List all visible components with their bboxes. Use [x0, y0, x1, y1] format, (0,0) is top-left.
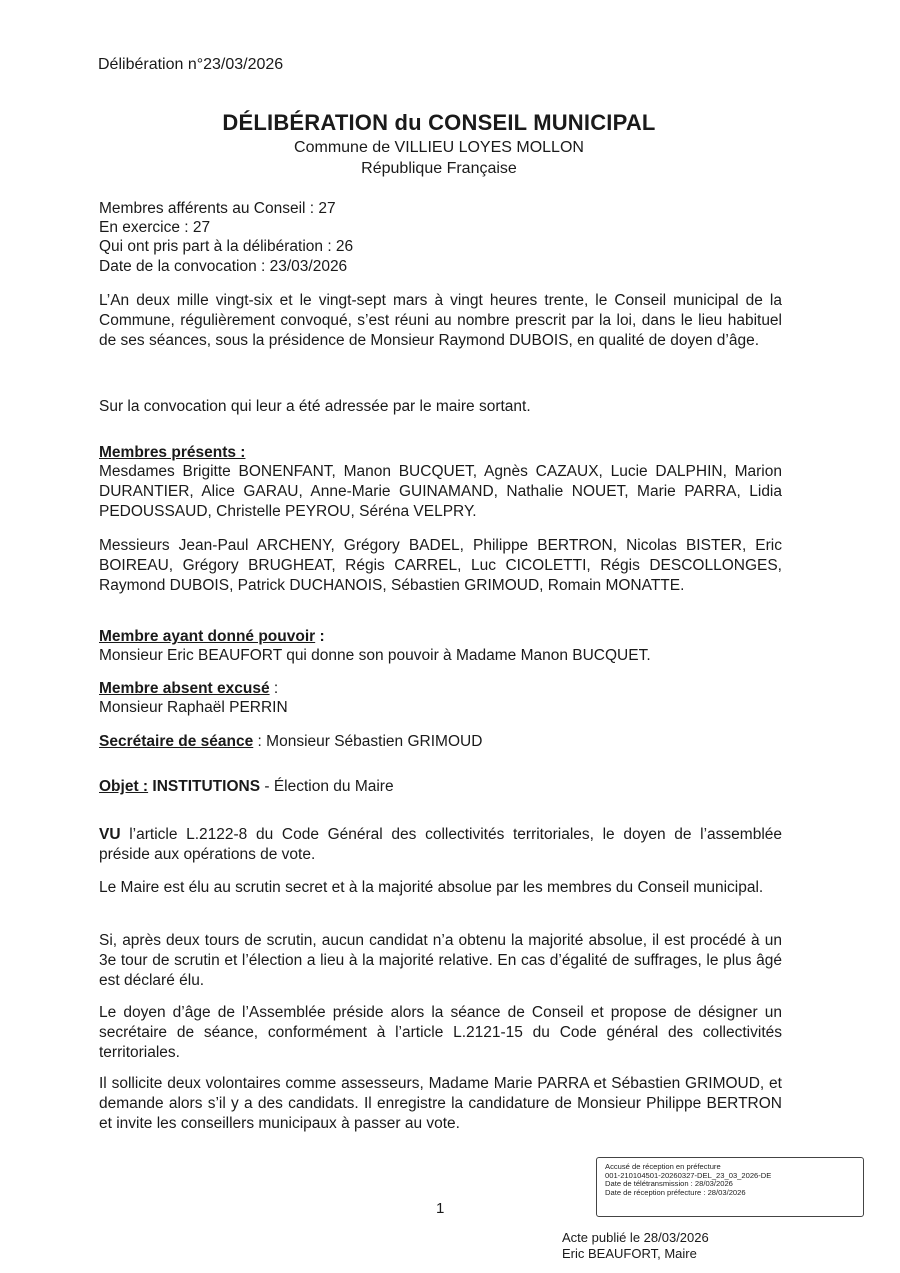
proxy-heading-label: Membre ayant donné pouvoir	[99, 628, 316, 645]
object-line: Objet : INSTITUTIONS - Élection du Maire	[99, 778, 394, 795]
count-in-office: En exercice : 27	[99, 219, 211, 236]
present-members-heading: Membres présents :	[99, 444, 246, 461]
assessors-paragraph: Il sollicite deux volontaires comme assesseurs, Madame Marie PARRA et Sébastien GRIMOUD, et demande alors s’il y a des candidats. Il enregistre la candidature de Monsieur Philippe BERTRON et invite les conseillers municipaux à passer au vote.	[99, 1075, 782, 1132]
third-round-paragraph: Si, après deux tours de scrutin, aucun candidat n’a obtenu la majorité absolue, il est procédé à un 3e tour de scrutin et l’élection a lieu à la majorité relative. En cas d’égalité de suffrages, le plus âgé est déclaré élu.	[99, 932, 782, 989]
absent-text: Monsieur Raphaël PERRIN	[99, 699, 288, 716]
dean-paragraph: Le doyen d’âge de l’Assemblée préside alors la séance de Conseil et propose de désigner un secrétaire de séance, conformément à l’article L.2121-15 du Code général des collectivités territoriales.	[99, 1004, 782, 1061]
absent-heading-label: Membre absent excusé	[99, 680, 270, 697]
object-heading: Objet :	[99, 778, 149, 795]
election-rule-paragraph: Le Maire est élu au scrutin secret et à la majorité absolue par les membres du Conseil municipal.	[99, 879, 764, 896]
stamp-line: Date de réception préfecture : 28/03/2026	[605, 1187, 746, 1197]
convocation-paragraph: Sur la convocation qui leur a été adressée par le maire sortant.	[99, 398, 531, 415]
vu-paragraph: VU l’article L.2122-8 du Code Général des collectivités territoriales, le doyen de l’assemblée préside aux opérations de vote.	[99, 826, 782, 863]
count-members: Membres afférents au Conseil : 27	[99, 200, 336, 217]
publication-note: Acte publié le 28/03/2026	[562, 1230, 709, 1245]
deliberation-reference: Délibération n°23/03/2026	[98, 56, 284, 73]
prefecture-receipt-stamp	[596, 1157, 864, 1217]
page-title: DÉLIBÉRATION du CONSEIL MUNICIPAL	[222, 110, 656, 135]
stamp-line: Date de télétransmission : 28/03/2026	[605, 1179, 733, 1189]
absent-heading: Membre absent excusé :	[99, 680, 279, 697]
present-women: Mesdames Brigitte BONENFANT, Manon BUCQUET, Agnès CAZAUX, Lucie DALPHIN, Marion DURANTIER, Alice GARAU, Anne-Marie GUINAMAND, Nathalie NOUET, Marie PARRA, Lidia PEDOUSSAUD, Christelle PEYROU, Séréna VELPRY.	[99, 463, 782, 520]
stamp-line: Accusé de réception en préfecture	[605, 1162, 721, 1171]
secretary-heading: Secrétaire de séance	[99, 733, 254, 750]
page-number: 1	[436, 1200, 445, 1217]
present-men: Messieurs Jean-Paul ARCHENY, Grégory BADEL, Philippe BERTRON, Nicolas BISTER, Eric BOIREAU, Grégory BRUGHEAT, Régis CARREL, Luc CICOLETTI, Régis DESCOLLONGES, Raymond DUBOIS, Patrick DUCHANOIS, Sébastien GRIMOUD, Romain MONATTE.	[99, 537, 782, 594]
signer-name: Eric BEAUFORT, Maire	[562, 1246, 697, 1261]
convocation-date: Date de la convocation : 23/03/2026	[99, 258, 348, 275]
secretary-line: Secrétaire de séance : Monsieur Sébastien GRIMOUD	[99, 733, 483, 750]
commune-name: Commune de VILLIEU LOYES MOLLON	[294, 139, 584, 156]
stamp-line: 001-210104501-20260327-DEL_23_03_2026-DE	[605, 1170, 772, 1180]
count-participants: Qui ont pris part à la délibération : 26	[99, 238, 354, 255]
proxy-heading: Membre ayant donné pouvoir :	[99, 628, 325, 645]
intro-paragraph: L’An deux mille vingt-six et le vingt-sept mars à vingt heures trente, le Conseil municipal de la Commune, régulièrement convoqué, s’est réuni au nombre prescrit par la loi, dans le lieu habituel de ses séances, sous la présidence de Monsieur Raymond DUBOIS, en qualité de doyen d’âge.	[99, 292, 782, 349]
republic-label: République Française	[361, 160, 517, 177]
proxy-text: Monsieur Eric BEAUFORT qui donne son pouvoir à Madame Manon BUCQUET.	[99, 647, 651, 664]
